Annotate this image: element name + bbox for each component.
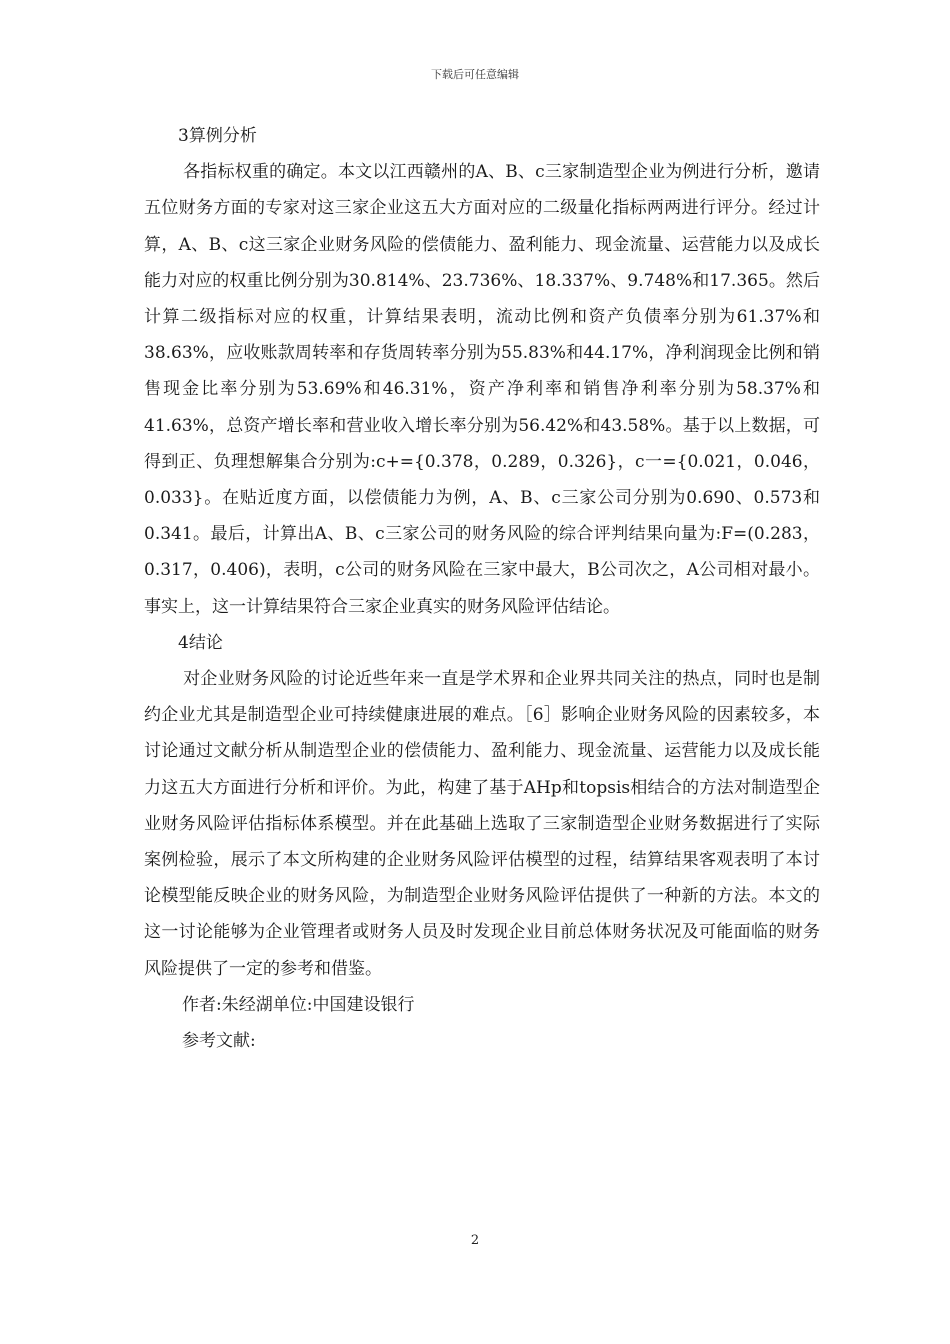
page-header: 下载后可任意编辑 (431, 68, 519, 81)
paragraph-conclusion: 对企业财务风险的讨论近些年来一直是学术界和企业界共同关注的热点，同时也是制约企业尤其是制造型企业可持续健康进展的难点。［6］影响企业财务风险的因素较多，本讨论通过文献分析从制造型企业的偿债能力、盈利能力、现金流量、运营能力以及成长能力这五大方面进行分析和评价。为此，构建了基于AHp和topsis相结合的方法对制造型企业财务风险评估指标体系模型。并在此基础上选取了三家制造型企业财务数据进行了实际案例检验，展示了本文所构建的企业财务风险评估模型的过程，结算结果客观表明了本讨论模型能反映企业的财务风险，为制造型企业财务风险评估提供了一种新的方法。本文的这一讨论能够为企业管理者或财务人员及时发现企业目前总体财务状况及可能面临的财务风险提供了一定的参考和借鉴。 (144, 669, 820, 979)
document-body (144, 118, 820, 1059)
paragraph-example-analysis: 各指标权重的确定。本文以江西赣州的A、B、c三家制造型企业为例进行分析，邀请五位财务方面的专家对这三家企业这五大方面对应的二级量化指标两两进行评分。经过计算，A、B、c这三家企业财务风险的偿债能力、盈利能力、现金流量、运营能力以及成长能力对应的权重比例分别为30.814%、23.736%、18.337%、9.748%和17.365。然后计算二级指标对应的权重，计算结果表明，流动比例和资产负债率分别为61.37%和38.63%，应收账款周转率和存货周转率分别为55.83%和44.17%，净利润现金比例和销售现金比率分别为53.69%和46.31%，资产净利率和销售净利率分别为58.37%和41.63%，总资产增长率和营业收入增长率分别为56.42%和43.58%。基于以上数据，可得到正、负理想解集合分别为:c+={0.378，0.289，0.326}，c一={0.021，0.046，0.033}。在贴近度方面，以偿债能力为例，A、B、c三家公司分别为0.690、0.573和0.341。最后，计算出A、B、c三家公司的财务风险的综合评判结果向量为:F=(0.283，0.317，0.406)，表明，c公司的财务风险在三家中最大，B公司次之，A公司相对最小。事实上，这一计算结果符合三家企业真实的财务风险评估结论。 (144, 162, 820, 617)
section-heading-conclusion: 4结论 (178, 632, 223, 653)
author-line: 作者:朱经湖单位:中国建设银行 (182, 994, 415, 1015)
section-heading-example-analysis: 3算例分析 (178, 126, 257, 146)
references-label: 参考文献: (182, 1031, 256, 1052)
page-number: 2 (470, 1233, 480, 1248)
